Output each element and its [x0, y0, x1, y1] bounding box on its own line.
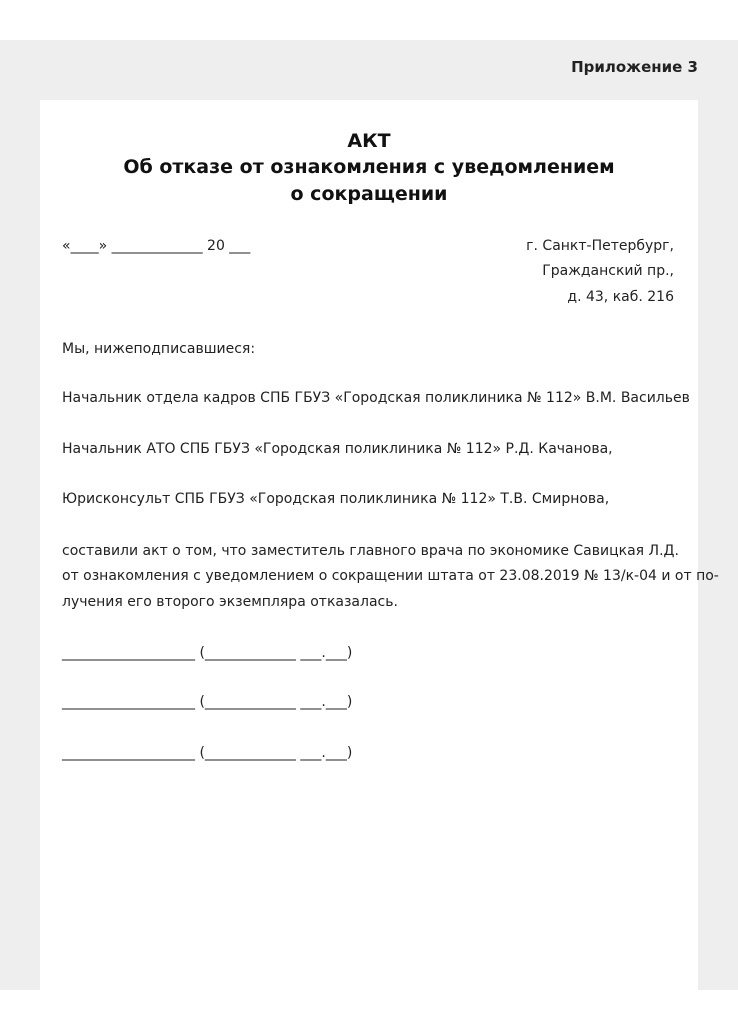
statement-line-1: составили акт о том, что заместитель главного врача по экономике Савицкая Л.Д.	[62, 543, 679, 559]
signature-line-2: ___________________ (_____________ ___.___)	[62, 694, 353, 710]
commission-member-2: Начальник АТО СПБ ГБУЗ «Городская поликлиника № 112» Р.Д. Качанова,	[62, 441, 613, 457]
bottom-margin	[0, 990, 738, 1030]
commission-member-1: Начальник отдела кадров СПБ ГБУЗ «Городская поликлиника № 112» В.М. Васильев	[62, 390, 690, 406]
intro-text: Мы, нижеподписавшиеся:	[62, 341, 256, 357]
top-margin	[0, 0, 738, 40]
place-city: г. Санкт-Петербург,	[526, 238, 674, 254]
left-margin	[0, 40, 40, 990]
commission-member-3: Юрисконсульт СПБ ГБУЗ «Городская поликлиника № 112» Т.В. Смирнова,	[62, 491, 610, 507]
signature-line-3: ___________________ (_____________ ___.___)	[62, 745, 353, 761]
title-act: АКТ	[347, 130, 391, 152]
statement-line-3: лучения его второго экземпляра отказалась.	[62, 594, 398, 610]
title-subject-line1: Об отказе от ознакомления с уведомлением	[123, 156, 615, 178]
right-margin	[698, 40, 738, 990]
appendix-label: Приложение 3	[571, 58, 698, 76]
place-address: д. 43, каб. 216	[567, 289, 674, 305]
title-subject-line2: о сокращении	[290, 183, 448, 205]
signature-line-1: ___________________ (_____________ ___.___)	[62, 645, 353, 661]
date-placeholder: «____» _____________ 20 ___	[62, 238, 251, 254]
statement-line-2: от ознакомления с уведомлением о сокращении штата от 23.08.2019 № 13/к-04 и от по-	[62, 568, 719, 584]
place-street: Гражданский пр.,	[542, 263, 674, 279]
